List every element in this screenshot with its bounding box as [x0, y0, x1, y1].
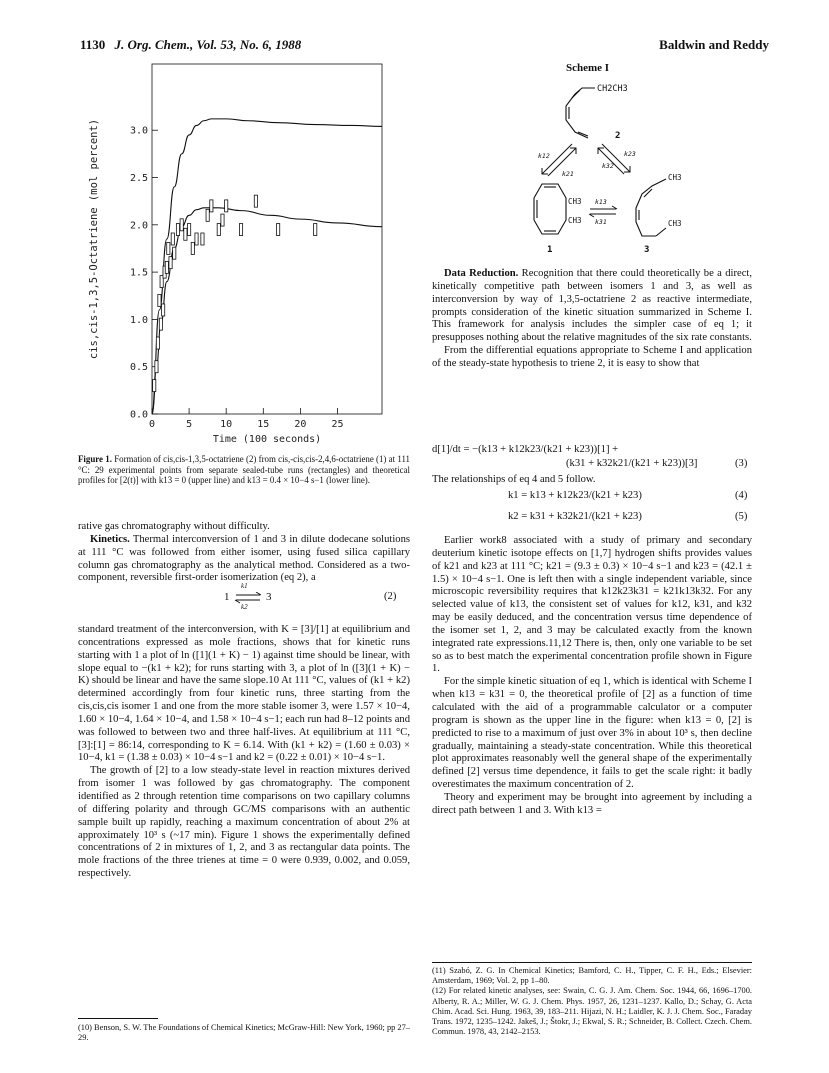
figure-caption-text: Formation of cis,cis-1,3,5-octatriene (2) from cis,-cis,cis-2,4,6-octatriene (1) at 111 °C: 29 experimental points from separate sealed-tube runs (rectangles) and theoretical profiles for [2(t)] with k13 = 0 (upper line) and k13 = 0.4 × 10−4 s−1 (lower line).	[78, 454, 410, 486]
k21-label: k21	[562, 170, 574, 178]
ch3-3a: CH3	[668, 173, 682, 182]
right-column-eq-intro	[432, 474, 752, 487]
figure-label: Figure 1.	[78, 454, 112, 464]
figure-1-caption	[78, 454, 410, 486]
substituent-ethyl: CH2CH3	[597, 84, 628, 94]
eq4: k1 = k13 + k12k23/(k21 + k23)	[508, 490, 642, 501]
ch3-3b: CH3	[668, 219, 682, 228]
x-tick-label: 15	[257, 419, 270, 430]
kinetics-text: Thermal interconversion of 1 and 3 in dilute dodecane solutions at 111 °C was followed from either isomer, using fused silica capillary column gas chromatography as the analytical method. Considered as a two-component, reversible first-order isomerization (eq 2), a	[78, 533, 410, 584]
simple-kinetic-paragraph: For the simple kinetic situation of eq 1, which is identical with Scheme I when k13 = k31 = 0, the theoretical profile of [2] as a function of time calculated with the aid of a programmable calculator or a computer program is shown as the upper line in the figure: when k13 = 0, [2] is predicted to rise to a maximum of just over 3% in about 10³ s, then decline gradually, maintaining a steady-state concentration. While this theoretical plot approximates reasonably well the general shape of the experimentally defined [2] versus time dependence, it fails to get the scale right: it badly overestimates the maximum concentration of 2.	[432, 676, 752, 791]
data-point-rect	[195, 233, 198, 245]
data-point-rect	[210, 200, 213, 212]
treatment-paragraph: standard treatment of the interconversion, with K = [3]/[1] at equilibrium and concentrations expressed as mole fractions, shows that for kinetic runs starting with 1 a plot of ln ([1](1 + K) − 1) against time should be linear, with slope equal to −(k1 + k2); for runs starting with 3, a plot of ln ([3](1 + K) − K) should be linear and have the same slope.10 At 111 °C, values of (k1 + k2) determined accordingly from four kinetic runs, three starting from the cis,cis,cis isomer 1 and one from the more stable isomer 3, were 1.57 × 10−4, 1.60 × 10−4, 1.64 × 10−4, and 1.58 × 10−4 s−1; each run had 8–12 points and was followed to between two and three half-lives. At equilibrium at 111 °C, [3]:[1] = 86:14, corresponding to K = 6.14. With (k1 + k2) = (1.60 ± 0.03) × 10−4, k1 = (1.38 ± 0.03) × 10−4 s−1 and k2 = (0.22 ± 0.01) × 10−4 s−1.	[78, 624, 410, 764]
k23-label: k23	[624, 150, 636, 158]
data-point-rect	[176, 224, 179, 236]
steady-state-paragraph: From the differential equations appropriate to Scheme I and application of the steady-state hypothesis to triene 2, it is easy to show that	[432, 345, 752, 369]
data-point-rect	[171, 233, 174, 245]
left-column-upper	[78, 521, 410, 585]
k32-label: k32	[602, 162, 614, 170]
data-point-rect	[184, 228, 187, 240]
label-1: 1	[547, 245, 553, 255]
data-point-rect	[173, 247, 176, 259]
data-point-rect	[155, 361, 158, 373]
running-header-left	[80, 37, 301, 53]
x-tick-label: 5	[186, 419, 193, 430]
x-tick-label: 20	[294, 419, 307, 430]
arrows-1-3	[589, 206, 617, 217]
eq3-line1: d[1]/dt = −(k13 + k12k23/(k21 + k23))[1] +	[432, 444, 619, 455]
data-point-rect	[206, 209, 209, 221]
right-column-upper	[432, 268, 752, 371]
data-reduction-text: Recognition that there could theoretically be a direct, kinetically competitive path between isomers 1 and 3, as well as interconversion by way of 1,3,5-octatriene 2 as reactive intermediate, prompts consideration of the kinetic situation summarized in Scheme I. This framework for analysis includes the simpler case of eq 1; it presupposes nothing about the relative magnitudes of the six rate constants.	[432, 268, 752, 344]
y-axis-title: cis,cis-1,3,5-Octatriene (mol percent)	[88, 118, 100, 360]
y-tick-label: 2.0	[129, 220, 148, 232]
right-footnotes	[432, 966, 752, 1037]
left-column-lower	[78, 624, 410, 881]
label-2: 2	[615, 131, 621, 141]
page-number: 1130	[80, 37, 106, 52]
eq5-number: (5)	[735, 511, 748, 522]
structure-3	[636, 179, 666, 236]
ch3-1b: CH3	[568, 216, 582, 225]
data-point-rect	[225, 200, 228, 212]
footnote-rule-left	[78, 1018, 158, 1019]
journal-citation: J. Org. Chem., Vol. 53, No. 6, 1988	[114, 37, 302, 52]
data-point-rect	[254, 195, 257, 207]
growth-paragraph: The growth of [2] to a low steady-state level in reaction mixtures derived from isomer 1 was followed by gas chromatography. The component identified as 2 through retention time comparisons on two capillary columns of differing polarity and through GC/MS comparisons with an authentic sample built up rapidly, reaching a maximum concentration of about 2% at approximately 10³ s (~17 min). Figure 1 shows the experimentally defined concentrations of 2 in mixtures of 1, 2, and 3 as rectangular data points. The mole fractions of the three trienes at time = 0 were 0.939, 0.002, and 0.059, respectively.	[78, 765, 410, 880]
data-point-rect	[156, 337, 159, 349]
data-point-rect	[169, 257, 172, 269]
y-tick-label: 1.0	[129, 314, 148, 326]
data-point-rect	[187, 224, 190, 236]
scheme-title: Scheme I	[566, 62, 610, 74]
structure-1	[534, 184, 566, 234]
data-point-rect	[277, 224, 280, 236]
right-column-lower	[432, 535, 752, 818]
data-point-rect	[180, 219, 183, 231]
data-point-rect	[314, 224, 317, 236]
y-tick-label: 2.5	[129, 173, 148, 185]
x-axis-title: Time (100 seconds)	[212, 434, 322, 445]
x-tick-label: 10	[220, 419, 233, 430]
earlier-work-paragraph: Earlier work8 associated with a study of primary and secondary deuterium kinetic isotope effects on [1,7] hydrogen shifts provides values of k21 and k23 at 111 °C; k21 = (9.3 ± 0.3) × 10−4 s−1 and k23 = (42.1 ± 1.5) × 10−4 s−1. One is left then with a single independent variable, since microscopic reversibility requires that k12k23k31 = k21k13k32. For any selected value of k13, the consistent set of values for k12, k31, and k32 may be easily deduced, and the concentration versus time dependence of the isomer set 1, 2, and 3 may be calculated exactly from the known integrated rate expressions.11,12 There is, then, only one variable to be set so as to best match the experimental concentration profile shown in Figure 1.	[432, 535, 752, 675]
x-tick-label: 0	[148, 419, 156, 430]
eq2-k-forward: k1	[241, 582, 248, 590]
data-reduction-heading: Data Reduction.	[444, 268, 519, 279]
data-point-rect	[159, 318, 162, 330]
data-point-rect	[217, 224, 220, 236]
eq3-line2: (k31 + k32k21/(k21 + k23))[3]	[566, 458, 698, 469]
data-point-rect	[191, 242, 194, 254]
equation-2	[218, 582, 298, 612]
eq2-number: (2)	[384, 591, 397, 602]
y-tick-label: 0.0	[129, 409, 148, 421]
k12-label: k12	[538, 152, 550, 160]
footnote-10: (10) Benson, S. W. The Foundations of Chemical Kinetics; McGraw-Hill: New York, 1960; pp 27–29.	[78, 1023, 410, 1043]
y-tick-label: 3.0	[129, 125, 148, 137]
x-tick-label: 25	[331, 419, 344, 430]
footnote-12: (12) For related kinetic analyses, see: Swain, C. G. J. Am. Chem. Soc. 1944, 66, 1696–1700. Alberty, R. A.; Miller, W. G. J. Chem. Phys. 1957, 26, 1231–1237. Kallo, D.; Schay, G. Acta Chim. Acad. Sci. Hung. 1963, 39, 183–211. Hijazi, N. H.; Laidler, K. J. J. Chem. Soc., Faraday Trans. 1972, 1235–1242. Jakeš, J.; Štokr, J.; Ekwal, S. R.; Schneider, B. Collect. Czech. Chem. Commun. 1978, 43, 2142–2153.	[432, 986, 752, 1037]
label-3: 3	[644, 245, 650, 255]
theory-curve-upper	[152, 119, 382, 414]
data-point-rect	[239, 224, 242, 236]
data-point-rect	[165, 261, 168, 273]
data-point-rect	[153, 380, 156, 392]
k13-label: k13	[595, 198, 607, 206]
data-point-rect	[167, 242, 170, 254]
equilibrium-arrows	[234, 592, 264, 604]
kinetics-paragraph	[78, 534, 410, 585]
structure-2	[566, 88, 595, 138]
eq3-number: (3)	[735, 458, 748, 469]
paragraph-continuation: rative gas chromatography without difficulty.	[78, 521, 270, 532]
eq5: k2 = k31 + k32k21/(k21 + k23)	[508, 511, 642, 522]
scheme-i-diagram	[520, 76, 760, 256]
figure-1-chart	[76, 56, 416, 456]
eq45-intro: The relationships of eq 4 and 5 follow.	[432, 474, 596, 485]
footnote-rule-right	[432, 962, 752, 963]
ch3-1a: CH3	[568, 197, 582, 206]
footnote-11: (11) Szabó, Z. G. In Chemical Kinetics; Bamford, C. H., Tipper, C. F. H., Eds.; Elsevier: Amsterdam, 1969; Vol. 2, pp 1–80.	[432, 966, 752, 986]
y-tick-label: 0.5	[129, 362, 148, 374]
k31-label: k31	[595, 218, 607, 226]
eq2-left-species: 1	[224, 591, 230, 603]
theory-experiment-paragraph: Theory and experiment may be brought into agreement by including a direct path between 1 and 3. With k13 =	[432, 791, 752, 816]
running-header-authors: Baldwin and Reddy	[659, 37, 769, 52]
data-reduction-paragraph	[432, 268, 752, 345]
y-tick-label: 1.5	[129, 267, 148, 279]
data-point-rect	[158, 294, 161, 306]
data-point-rect	[221, 214, 224, 226]
eq4-number: (4)	[735, 490, 748, 501]
kinetics-heading: Kinetics.	[90, 533, 130, 545]
eq2-k-reverse: k2	[241, 603, 248, 611]
data-point-rect	[201, 233, 204, 245]
data-point-rect	[162, 304, 165, 316]
eq2-right-species: 3	[266, 591, 272, 603]
